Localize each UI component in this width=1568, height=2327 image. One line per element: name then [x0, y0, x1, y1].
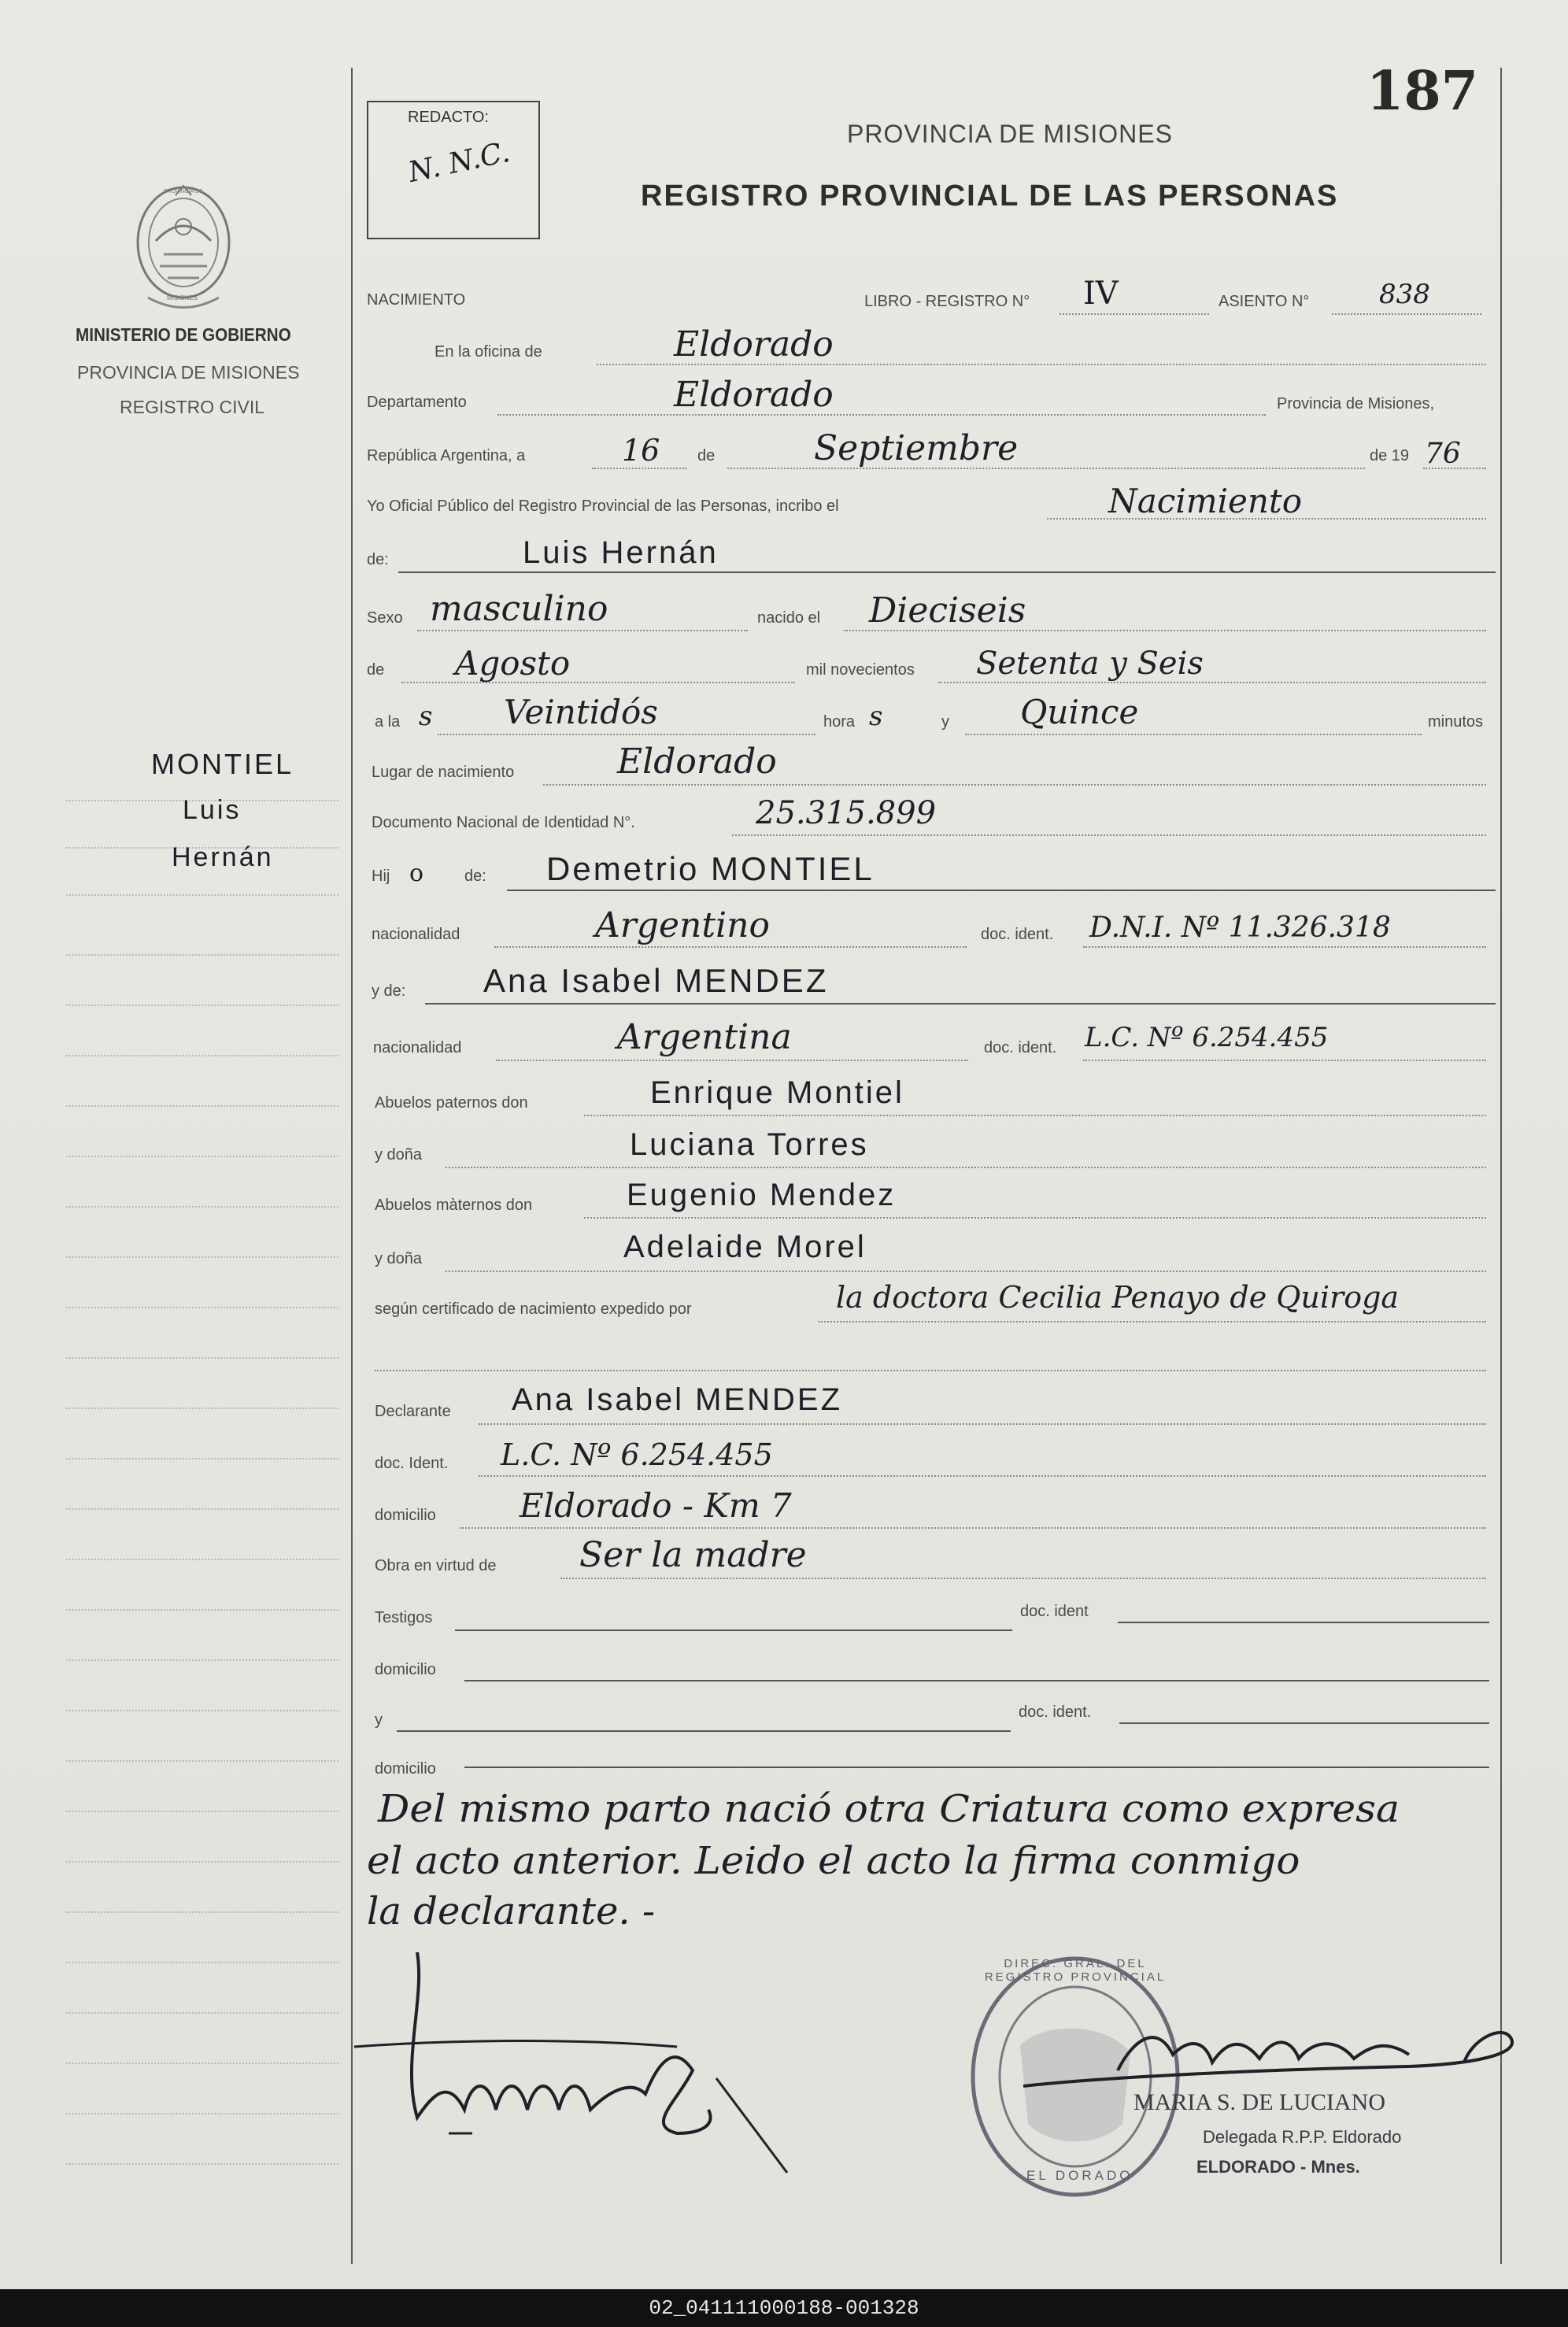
label-de-nombre: de: [367, 551, 389, 568]
label-horas: hora [823, 713, 856, 731]
label-dni: Documento Nacional de Identidad N°. [372, 814, 635, 831]
registry-heading: REGISTRO PROVINCIAL DE LAS PERSONAS [641, 179, 1339, 213]
label-doc-testigo-2: doc. ident. [1019, 1704, 1092, 1721]
label-nacido-el: nacido el [757, 609, 821, 627]
label-y-dona-2: y doña [375, 1250, 423, 1267]
margin-name-2: Hernán [172, 842, 274, 872]
label-de-mes: de [697, 447, 716, 464]
label-yo-oficial: Yo Oficial Público del Registro Provincial de las Personas, incribo el [367, 498, 839, 515]
value-minutos: Quince [1020, 693, 1139, 731]
label-abuelos-maternos: Abuelos màternos don [375, 1197, 533, 1214]
value-lugar: Eldorado [617, 742, 777, 782]
value-padre-nacionalidad: Argentino [595, 905, 770, 945]
label-y-testigo-2: y [375, 1711, 383, 1729]
value-abuela-materna: Adelaide Morel [623, 1230, 867, 1264]
value-sexo: masculino [430, 589, 608, 629]
label-mil-novecientos: mil novecientos [806, 661, 915, 679]
value-hijo-suffix: o [409, 860, 424, 887]
value-nacido-mes: Agosto [455, 644, 571, 683]
label-domicilio: domicilio [375, 1507, 436, 1524]
label-nacionalidad-padre: nacionalidad [372, 926, 460, 943]
label-sexo: Sexo [367, 609, 403, 627]
value-nacido-anio: Setenta y Seis [976, 646, 1204, 682]
label-domicilio-testigo-1: domicilio [375, 1661, 436, 1678]
label-de-nacido-mes: de [367, 661, 385, 679]
label-a-las: a la [375, 713, 401, 731]
label-hijo: Hij [372, 868, 390, 885]
label-republica: República Argentina, a [367, 447, 526, 464]
value-libro: IV [1083, 276, 1119, 312]
ministry-line-1: MINISTERIO DE GOBIERNO [76, 324, 291, 345]
value-asiento: 838 [1379, 279, 1430, 310]
value-obra: Ser la madre [579, 1535, 807, 1575]
label-doc-declarante: doc. Ident. [375, 1455, 449, 1472]
label-nacionalidad-madre: nacionalidad [373, 1039, 462, 1056]
archive-code-footer [0, 2289, 1568, 2327]
label-lugar: Lugar de nacimiento [372, 764, 515, 781]
value-nacido-dia: Dieciseis [869, 590, 1026, 631]
seal-bottom-text: MISIONES [167, 294, 198, 302]
value-hora: Veintidós [504, 693, 658, 731]
label-doc-padre: doc. ident. [981, 926, 1054, 943]
note-line-1: Del mismo parto nació otra Criatura como expresa [378, 1787, 1400, 1831]
label-domicilio-testigo-2: domicilio [375, 1760, 436, 1778]
officer-title: Delegada R.P.P. Eldorado [1203, 2127, 1402, 2147]
redacto-label: REDACTO: [408, 109, 489, 126]
label-oficina: En la oficina de [435, 343, 542, 361]
value-abuelo-materno: Eugenio Mendez [627, 1178, 897, 1212]
ministry-line-2: PROVINCIA DE MISIONES [77, 362, 300, 383]
label-de-19: de 19 [1370, 447, 1410, 464]
label-segun: según certificado de nacimiento expedido por [375, 1300, 692, 1318]
value-a-las-suffix: s [419, 701, 433, 732]
value-departamento: Eldorado [674, 375, 834, 415]
seal-top-text: PROVINCIA DE [164, 189, 203, 194]
officer-place: ELDORADO - Mnes. [1196, 2157, 1360, 2177]
value-abuela-paterna: Luciana Torres [630, 1127, 869, 1162]
value-madre: Ana Isabel MENDEZ [483, 962, 829, 999]
value-declarante: Ana Isabel MENDEZ [512, 1382, 843, 1417]
value-mes: Septiembre [814, 428, 1019, 468]
label-asiento: ASIENTO N° [1219, 293, 1310, 310]
provincial-coat-of-arms [132, 179, 235, 313]
label-libro: LIBRO - REGISTRO N° [864, 293, 1030, 310]
margin-name-1: Luis [183, 795, 242, 825]
folio-number: 187 [1366, 60, 1478, 123]
label-y-de: y de: [372, 982, 406, 1000]
ministry-line-3: REGISTRO CIVIL [120, 397, 265, 417]
value-madre-nacionalidad: Argentina [617, 1017, 792, 1057]
archive-code: 02_041111000188-001328 [649, 2296, 919, 2320]
value-declarante-doc: L.C. Nº 6.254.455 [501, 1437, 773, 1472]
label-doc-madre: doc. ident. [984, 1039, 1057, 1056]
stamp-bottom-text: EL DORADO [1026, 2168, 1133, 2183]
label-abuelos-paternos: Abuelos paternos don [375, 1094, 528, 1112]
note-line-2: el acto anterior. Leido el acto la firma conmigo [367, 1839, 1300, 1883]
label-nacimiento: NACIMIENTO [367, 291, 466, 309]
value-padre: Demetrio MONTIEL [546, 850, 875, 887]
value-dia: 16 [622, 433, 660, 468]
label-obra: Obra en virtud de [375, 1557, 497, 1574]
label-y-minutos: y [941, 713, 949, 731]
declarant-signature [346, 1937, 834, 2188]
value-anio: 76 [1425, 438, 1461, 470]
value-certificado: la doctora Cecilia Penayo de Quiroga [836, 1280, 1400, 1315]
left-frame-line [351, 68, 353, 2264]
value-horas-suffix: s [869, 701, 883, 732]
stamp-ring-text: DIREC. GRAL. DEL REGISTRO PROVINCIAL [984, 1957, 1167, 1984]
label-hijo-de: de: [464, 868, 486, 885]
label-testigos: Testigos [375, 1609, 433, 1626]
value-padre-doc: D.N.I. Nº 11.326.318 [1089, 912, 1391, 944]
province-heading: PROVINCIA DE MISIONES [847, 120, 1173, 148]
officer-name: MARIA S. DE LUCIANO [1133, 2089, 1386, 2115]
redacto-box [367, 101, 540, 239]
redacto-value: N. N.C. [405, 135, 513, 190]
value-nombre: Luis Hernán [523, 535, 719, 570]
label-departamento: Departamento [367, 394, 467, 411]
value-oficina: Eldorado [674, 324, 834, 364]
label-provincia: Provincia de Misiones, [1277, 395, 1435, 412]
value-madre-doc: L.C. Nº 6.254.455 [1085, 1022, 1329, 1053]
note-line-3: la declarante. - [367, 1889, 656, 1933]
value-acto: Nacimiento [1108, 482, 1303, 520]
value-abuelo-paterno: Enrique Montiel [650, 1075, 904, 1110]
label-doc-testigo-1: doc. ident [1020, 1603, 1089, 1620]
value-domicilio: Eldorado - Km 7 [520, 1486, 792, 1525]
label-declarante: Declarante [375, 1403, 451, 1420]
right-frame-line [1500, 68, 1502, 2264]
label-minutos: minutos [1428, 713, 1484, 731]
label-y-dona-1: y doña [375, 1146, 423, 1164]
value-dni: 25.315.899 [756, 795, 937, 831]
margin-surname: MONTIEL [151, 748, 294, 780]
